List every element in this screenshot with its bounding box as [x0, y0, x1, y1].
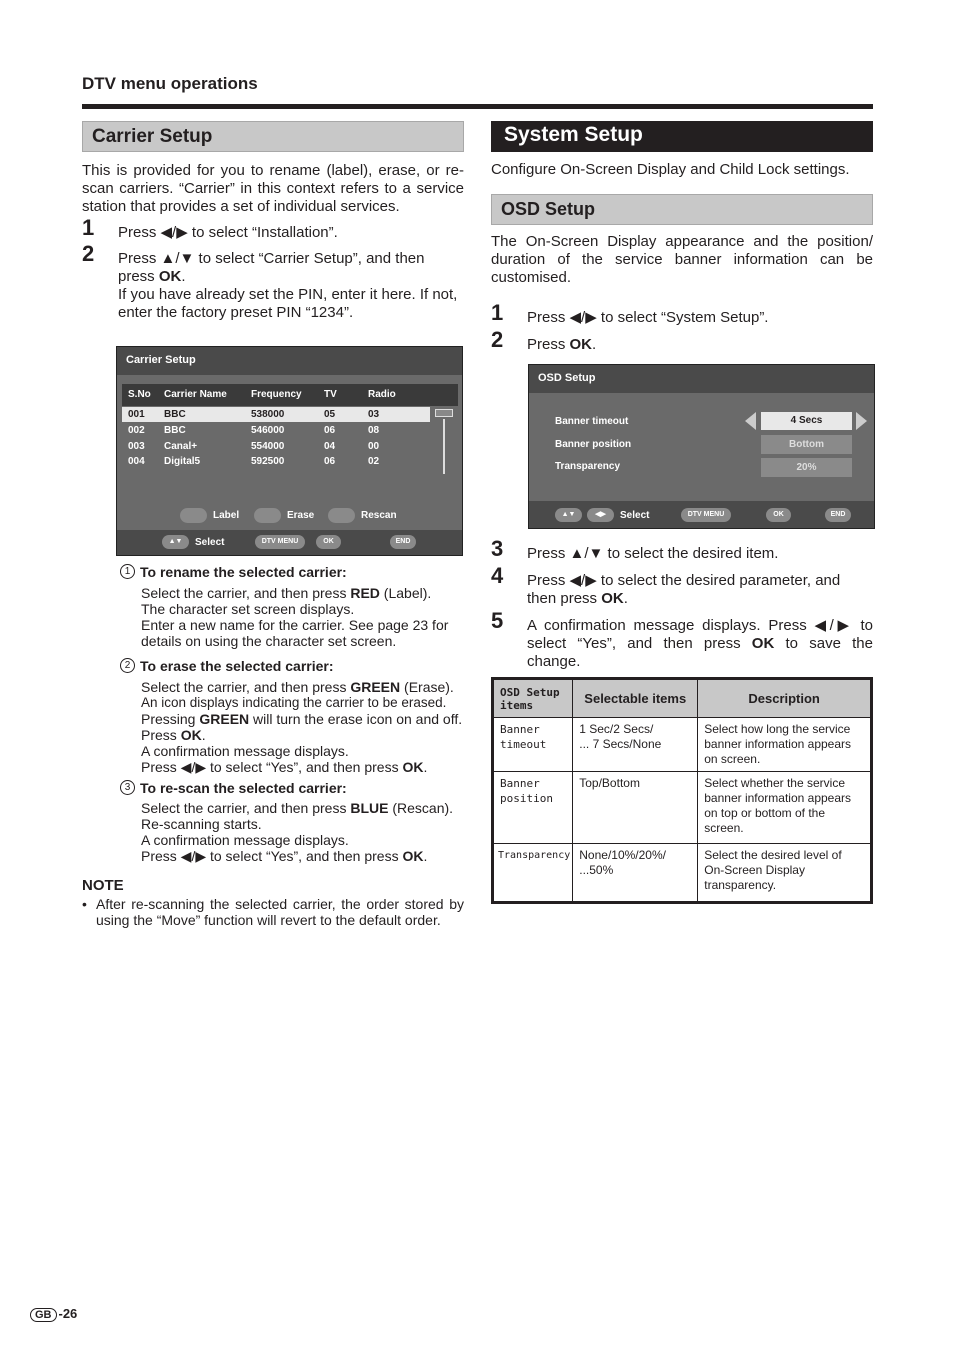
system-setup-title: System Setup [491, 121, 873, 152]
red-button-icon [180, 508, 207, 523]
updown-arrows-icon: ▲▼ [162, 535, 189, 549]
carrier-setup-title: Carrier Setup [82, 121, 464, 152]
sub-rescan: 3 To re-scan the selected carrier: [118, 780, 464, 797]
sub-erase-heading [118, 658, 464, 675]
system-intro: Configure On-Screen Display and Child Lock settings. [491, 161, 850, 178]
dtv-menu-button[interactable]: DTV MENU [255, 535, 305, 549]
system-setup-column [491, 121, 873, 354]
leftright-arrows-icon: ◀▶ [587, 508, 614, 522]
screen-title: Carrier Setup [126, 354, 196, 366]
col-frequency: Frequency [251, 389, 302, 400]
banner-position-value[interactable]: Bottom [761, 435, 852, 454]
system-step-3: 3 Press ▲/▼ to select the desired item. [491, 536, 779, 562]
carrier-sub-instructions [118, 564, 464, 581]
sub-erase: 2 To erase the selected carrier: [118, 658, 464, 675]
sub-rescan-heading [118, 780, 464, 797]
system-step-2: 2 Press OK. [491, 327, 597, 353]
select-label: Select [195, 537, 225, 548]
header-rule [82, 104, 873, 109]
scrollbar-track[interactable] [443, 419, 445, 474]
osd-settings-table [491, 677, 873, 904]
label-button-label[interactable]: Label [213, 510, 240, 521]
transparency-value[interactable]: 20% [761, 458, 852, 477]
carrier-step-1: 1 Press ◀/▶ to select “Installation”. [82, 215, 338, 241]
updown-arrows-icon: ▲▼ [555, 508, 582, 522]
system-step-1: 1 Press ◀/▶ to select “System Setup”. [491, 300, 769, 326]
osd-select-label: Select [620, 510, 650, 521]
sub-rename-body: Select the carrier, and then press RED (Label). The character set screen displays. Enter a new name for the carrier. See page 23 for details on using the character set screen. [141, 585, 449, 649]
osd-setup-title: OSD Setup [491, 194, 873, 225]
system-step-4: 4 Press ◀/▶ to select the desired parameter, and then press OK. [491, 563, 841, 607]
note-text: • After re-scanning the selected carrier, the order stored by using the “Move” function will revert to the default order. [82, 896, 464, 928]
rescan-button-label[interactable]: Rescan [361, 510, 397, 521]
col-selectable: Selectable items [573, 679, 698, 718]
osd-intro: The On-Screen Display appearance and the position/ duration of the service banner information can be customised. [491, 233, 873, 286]
sub-rescan-body: Select the carrier, and then press BLUE (Rescan). Re-scanning starts. A confirmation message displays. Press ◀/▶ to select “Yes”, and then press OK. [141, 800, 454, 864]
carrier-setup-screen: Carrier Setup S.No Carrier Name Frequency TV Radio 001 BBC 538000 05 03 002 BBC 546000 06 08 003 Canal+ 554000 04 00 004 Digital5 592500 06 02 Label Erase Rescan ▲▼ Select DTV MENU OK END [116, 346, 463, 556]
col-name: Carrier Name [164, 389, 227, 400]
col-tv: TV [324, 389, 337, 400]
col-sno: S.No [128, 389, 151, 400]
system-step-5: 5 A confirmation message displays. Press ◀/▶ to select “Yes”, and then press OK to save the change. [491, 608, 873, 670]
end-button[interactable]: END [390, 535, 416, 549]
system-steps-lower [491, 536, 873, 671]
gb-badge: GB [30, 1308, 57, 1322]
left-arrow-icon[interactable] [745, 412, 756, 430]
green-button-icon [254, 508, 281, 523]
dtv-menu-button[interactable]: DTV MENU [681, 508, 731, 522]
note-title: NOTE [82, 877, 124, 894]
ok-button[interactable]: OK [766, 508, 791, 522]
col-description: Description [698, 679, 872, 718]
ok-button[interactable]: OK [316, 535, 341, 549]
banner-position-label: Banner position [555, 439, 632, 450]
carrier-intro: This is provided for you to rename (label), erase, or re-scan carriers. “Carrier” in this context refers to a service station that provides a set of individual services. [82, 162, 464, 215]
banner-timeout-label: Banner timeout [555, 416, 629, 427]
section-header: DTV menu operations [82, 74, 258, 93]
table-row: Transparency None/10%/20%/ ...50% Select the desired level of On-Screen Display transparency. [493, 844, 872, 903]
scrollbar-thumb[interactable] [435, 409, 453, 417]
table-row: Banner position Top/Bottom Select whether the service banner information appears on top or bottom of the screen. [493, 772, 872, 844]
right-arrow-icon[interactable] [856, 412, 867, 430]
transparency-label: Transparency [555, 461, 621, 472]
erase-button-label[interactable]: Erase [287, 510, 315, 521]
end-button[interactable]: END [825, 508, 851, 522]
col-radio: Radio [368, 389, 396, 400]
carrier-setup-column [82, 121, 464, 322]
banner-timeout-value[interactable]: 4 Secs [761, 412, 852, 430]
osd-setup-screen [528, 364, 875, 529]
table-row: Banner timeout 1 Sec/2 Secs/ ... 7 Secs/None Select how long the service banner information appears on screen. [493, 718, 872, 772]
sub-erase-body: Select the carrier, and then press GREEN (Erase). An icon displays indicating the carrier to be erased. Pressing GREEN will turn the erase icon on and off. Press OK. A confirmation message displays. Press ◀/▶ to select “Yes”, and then press OK. [141, 679, 463, 775]
col-osd-items: OSD Setup items [493, 679, 573, 718]
sub-rename: 1 To rename the selected carrier: [118, 564, 464, 581]
page-number: GB -26 [30, 1306, 77, 1322]
osd-screen-title: OSD Setup [538, 372, 596, 384]
blue-button-icon [328, 508, 355, 523]
carrier-step-2: 2 Press ▲/▼ to select “Carrier Setup”, and then press OK. If you have already set the PIN, enter it here. If not, enter the factory preset PIN “1234”. [82, 241, 458, 321]
note-block [82, 877, 464, 928]
